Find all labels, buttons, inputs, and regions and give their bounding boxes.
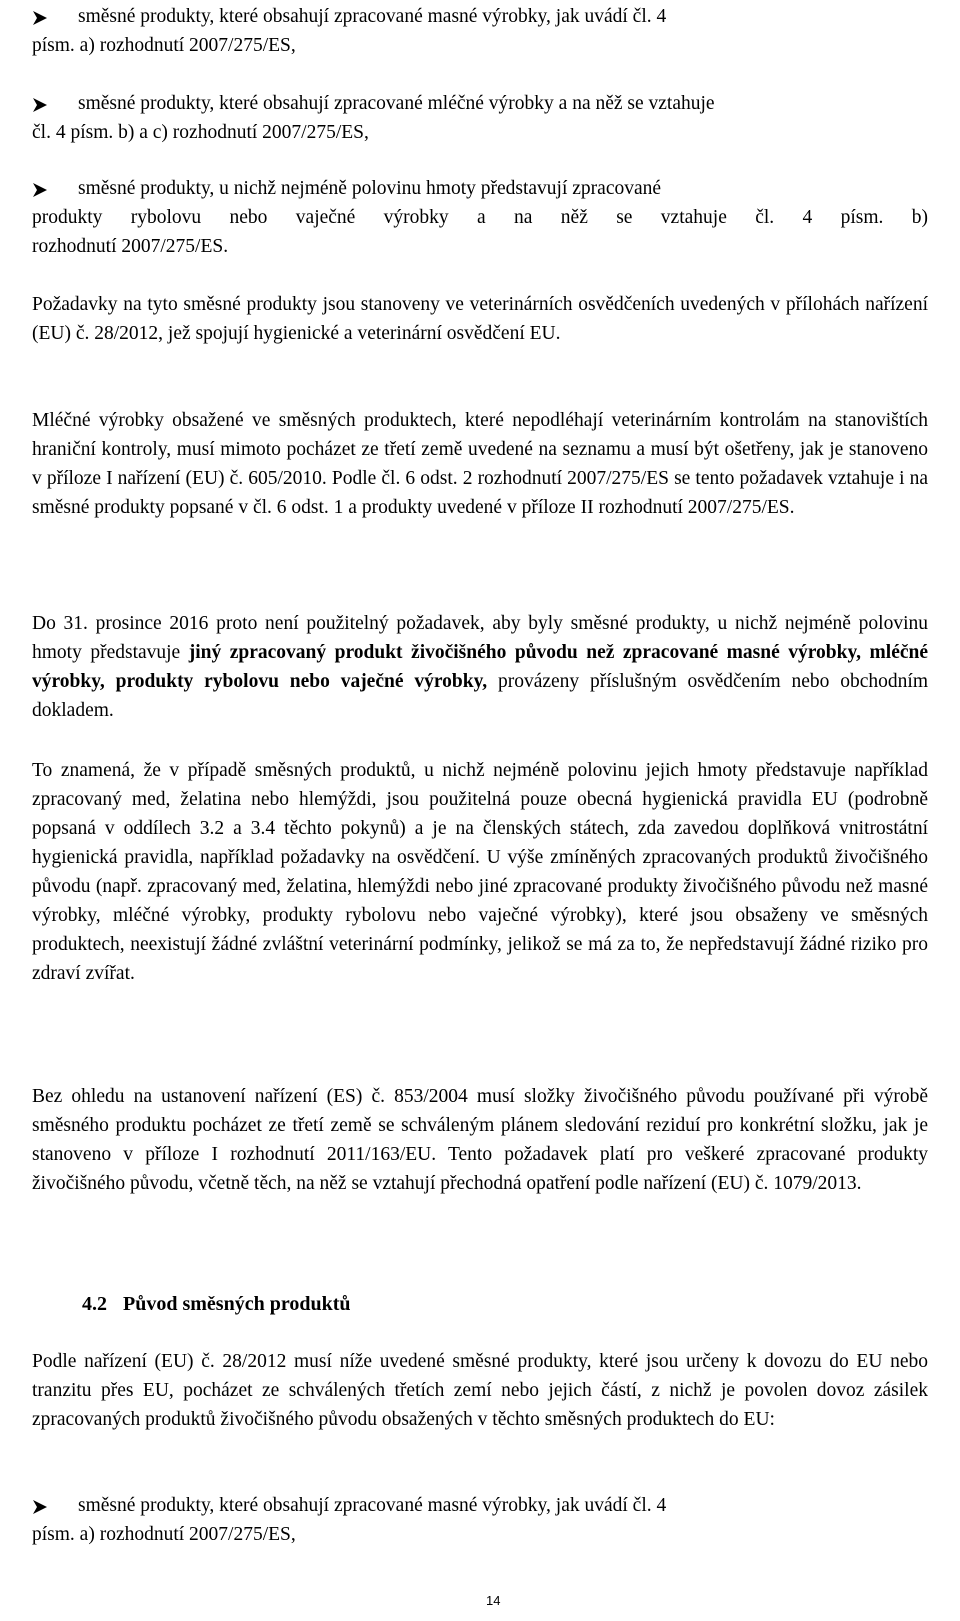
bullet-item bbox=[32, 89, 928, 147]
page-number: 14 bbox=[486, 1593, 501, 1608]
bullet-text: směsné produkty, které obsahují zpracované masné výrobky, jak uvádí čl. 4 bbox=[78, 6, 667, 27]
paragraph: Podle nařízení (EU) č. 28/2012 musí níže uvedené směsné produkty, které jsou určeny k dovozu do EU nebo tranzitu přes EU, pocházet ze schválených třetích zemí nebo jejich částí, z nichž je povolen dovoz zásilek zpracovaných produktů živočišného původu obsažených v těchto směsných produktech do EU: bbox=[32, 1351, 928, 1430]
arrow-bullet-icon bbox=[32, 89, 72, 113]
bullet-item bbox=[32, 174, 928, 261]
section-heading bbox=[82, 1290, 350, 1319]
bullet-text: směsné produkty, které obsahují zpracované mléčné výrobky a na něž se vztahuje bbox=[78, 93, 715, 114]
bullet-item bbox=[32, 2, 928, 60]
paragraph-text: Do 31. prosince 2016 proto není použitelný požadavek, aby byly směsné produkty, u nichž nejméně polovinu hmoty představuje bbox=[32, 613, 928, 663]
arrow-bullet-icon bbox=[32, 1491, 72, 1515]
paragraph-text: provázeny příslušným osvědčením nebo obchodním dokladem. bbox=[32, 671, 928, 721]
paragraph bbox=[32, 609, 928, 725]
paragraph: Mléčné výrobky obsažené ve směsných produktech, které nepodléhají veterinárním kontrolám na stanovištích hraniční kontroly, musí mimoto pocházet ze třetí země uvedené na seznamu a musí být ošetřeny, jak je stanoveno v příloze I nařízení (EU) č. 605/2010. Podle čl. 6 odst. 2 rozhodnutí 2007/275/ES se tento požadavek vztahuje i na směsné produkty popsané v čl. 6 odst. 1 a produkty uvedené v příloze II rozhodnutí 2007/275/ES. bbox=[32, 410, 928, 518]
bullet-text-cont: písm. a) rozhodnutí 2007/275/ES, bbox=[32, 1524, 296, 1545]
arrow-bullet-icon bbox=[32, 174, 72, 198]
paragraph: Požadavky na tyto směsné produkty jsou stanoveny ve veterinárních osvědčeních uvedených v přílohách nařízení (EU) č. 28/2012, jež spojují hygienické a veterinární osvědčení EU. bbox=[32, 294, 928, 344]
paragraph: To znamená, že v případě směsných produktů, u nichž nejméně polovinu jejich hmoty představuje například zpracovaný med, želatina nebo hlemýždi, jsou použitelná pouze obecná hygienická pravidla EU (podrobně popsaná v oddílech 3.2 a 3.4 těchto pokynů) a je na členských státech, zda zavedou doplňková vnitrostátní hygienická pravidla, například požadavky na osvědčení. U výše zmíněných zpracovaných produktů živočišného původu (např. zpracovaný med, želatina, hlemýždi nebo jiné zpracované produkty živočišného původu než masné výrobky, mléčné výrobky, produkty rybolovu nebo vaječné výrobky), které jsou obsaženy ve směsných produktech, neexistují žádné zvláštní veterinární podmínky, jelikož se má za to, že nepředstavují žádné riziko pro zdraví zvířat. bbox=[32, 760, 928, 984]
bullet-text: směsné produkty, které obsahují zpracované masné výrobky, jak uvádí čl. 4 bbox=[78, 1495, 667, 1516]
bullet-text-cont: produkty rybolovu nebo vaječné výrobky a na něž se vztahuje čl. 4 písm. b) bbox=[32, 207, 928, 228]
bullet-text-cont: rozhodnutí 2007/275/ES. bbox=[32, 236, 229, 257]
bullet-text-cont: čl. 4 písm. b) a c) rozhodnutí 2007/275/ES, bbox=[32, 122, 369, 143]
bullet-item bbox=[32, 1491, 928, 1549]
bullet-text: směsné produkty, u nichž nejméně polovinu hmoty představují zpracované bbox=[78, 178, 662, 199]
bold-text: jiný zpracovaný produkt živočišného původu než zpracované masné výrobky, mléčné výrobky, produkty rybolovu nebo vaječné výrobky, bbox=[32, 642, 929, 692]
section-number: 4.2 bbox=[82, 1293, 107, 1315]
paragraph: Bez ohledu na ustanovení nařízení (ES) č. 853/2004 musí složky živočišného původu používané při výrobě směsného produktu pocházet ze třetí země se schváleným plánem sledování reziduí pro konkrétní složku, jak je stanoveno v příloze I rozhodnutí 2011/163/EU. Tento požadavek platí pro veškeré zpracované produkty živočišného původu, včetně těch, na něž se vztahují přechodná opatření podle nařízení (EU) č. 1079/2013. bbox=[32, 1086, 928, 1194]
bullet-text-cont: písm. a) rozhodnutí 2007/275/ES, bbox=[32, 35, 296, 56]
arrow-bullet-icon bbox=[32, 2, 72, 26]
section-title: Původ směsných produktů bbox=[123, 1293, 351, 1315]
